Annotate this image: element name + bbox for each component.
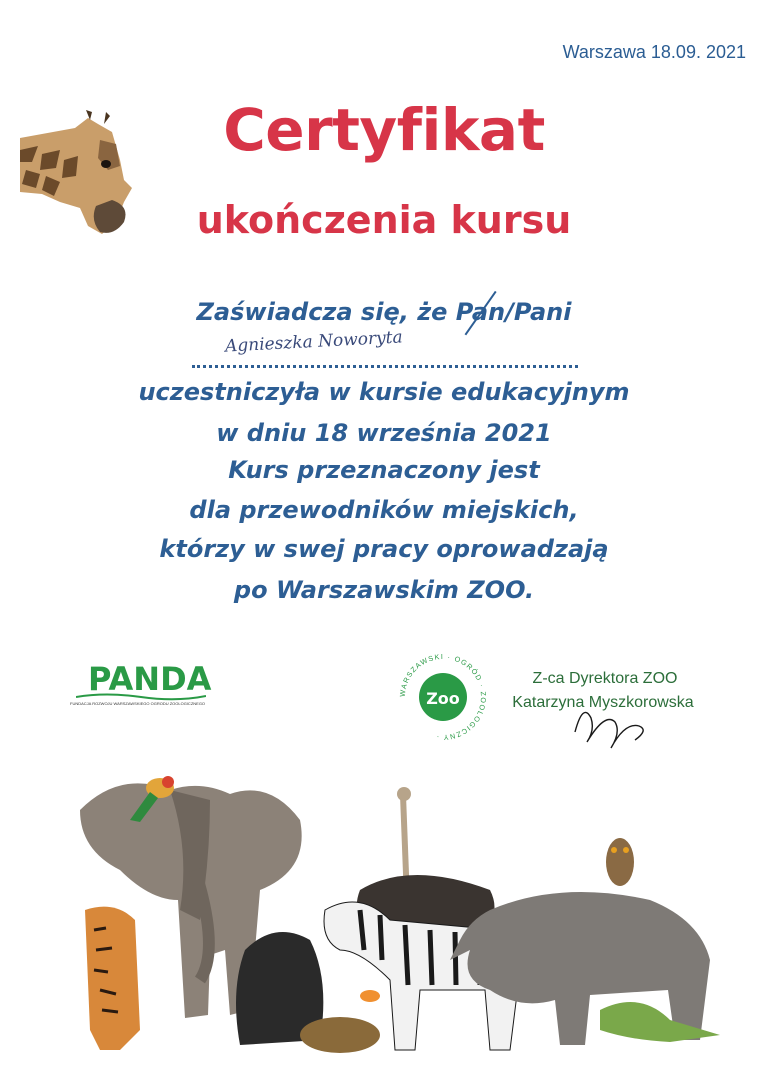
panda-tagline: FUNDACJA ROZWOJU WARSZAWSKIEGO OGRODU ZOOLOGICZNEGO: [70, 701, 206, 706]
body-line-2: w dniu 18 września 2021: [216, 419, 552, 447]
intro-prefix: Zaświadcza się, że: [196, 298, 456, 326]
intro-suffix: /Pani: [505, 298, 572, 326]
participant-name: Agnieszka Noworyta: [224, 327, 404, 357]
panda-logo: PANDA: [88, 660, 212, 698]
body-line-5: którzy w swej pracy oprowadzają: [159, 535, 609, 563]
body-line-3: Kurs przeznaczony jest: [228, 456, 540, 484]
zoo-seal-logo: [394, 648, 492, 746]
body-line-4: dla przewodników miejskich,: [189, 496, 579, 524]
certificate-title: Certyfikat: [223, 96, 545, 164]
zoo-monogram: Zoo: [426, 689, 460, 708]
signatory-role: Z-ca Dyrektora ZOO: [532, 670, 678, 687]
body-line-6: po Warszawskim ZOO.: [233, 576, 535, 604]
body-line-1: uczestniczyła w kursie edukacyjnym: [138, 378, 630, 406]
handwritten-signature: [565, 682, 655, 754]
certificate-subtitle: ukończenia kursu: [196, 198, 572, 242]
place-date: Warszawa 18.09. 2021: [562, 42, 746, 62]
signatory-name: Katarzyna Myszkorowska: [512, 694, 694, 711]
animals-illustration: [60, 750, 760, 1085]
intro-struck-pan: Pan: [455, 298, 506, 326]
zoo-ring-text: WARSZAWSKI · OGRÓD · ZOOLOGICZNY ·: [397, 651, 489, 743]
intro-line: [0, 298, 768, 326]
